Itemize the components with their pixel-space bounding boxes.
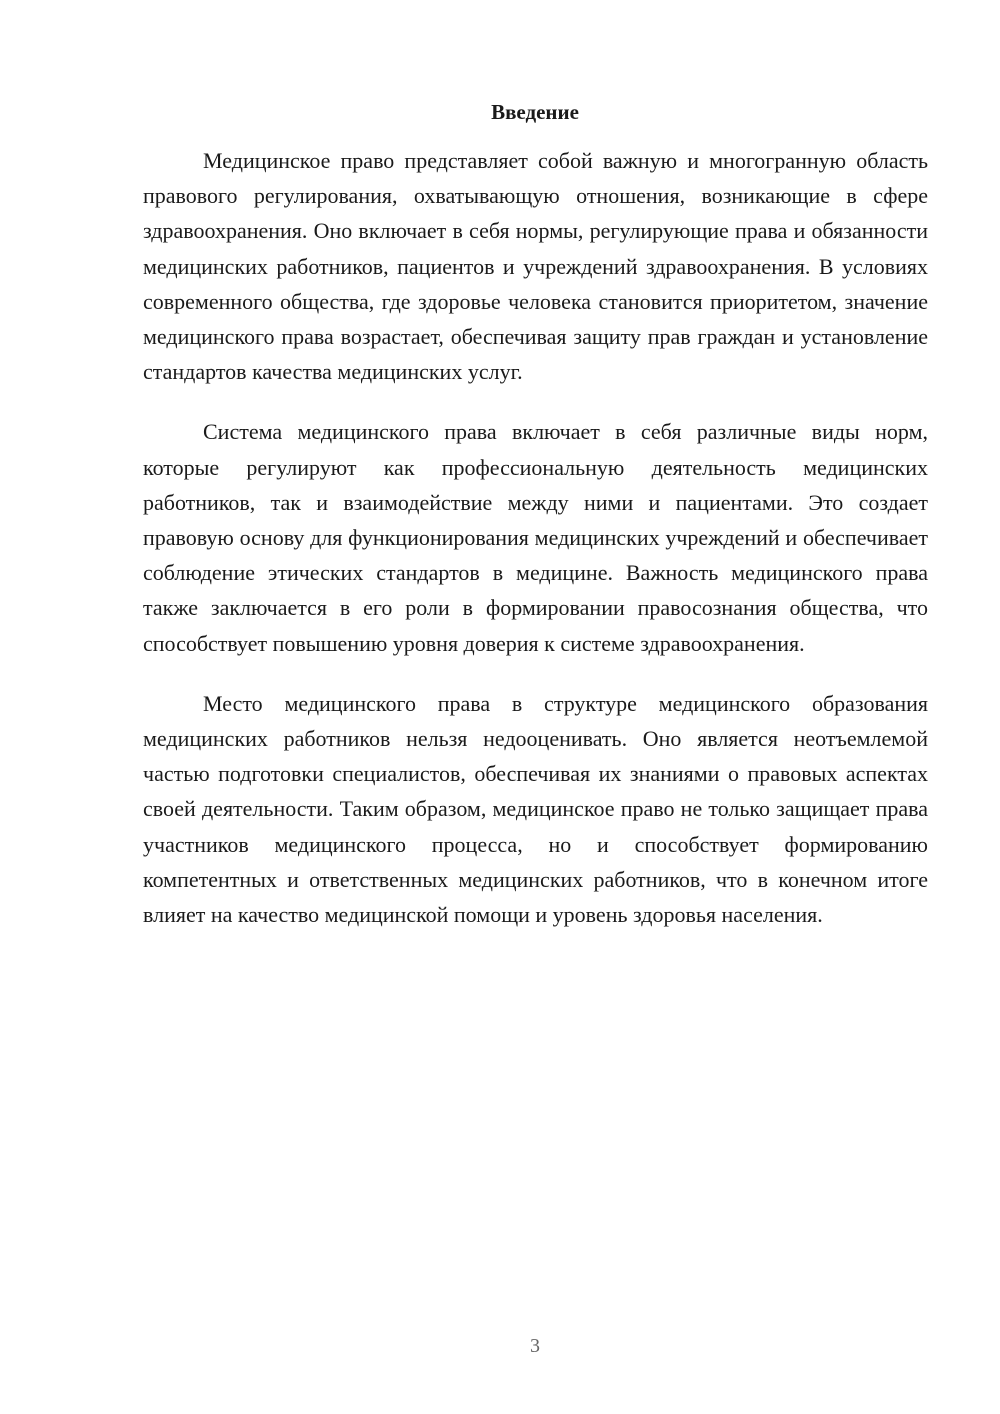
paragraph-3: Место медицинского права в структуре медицинского образования медицинских работников нельзя недооценивать. Оно является неотъемлемой частью подготовки специалистов, обеспечивая их знаниями о правовых аспектах своей деятельности. Таким образом, медицинское право не только защищает права участников медицинского процесса, но и способствует формированию компетентных и ответственных медицинских работников, что в конечном итоге влияет на качество медицинской помощи и уровень здоровья населения.: [143, 690, 928, 928]
page-number: 3: [530, 1335, 540, 1357]
paragraph-2: Система медицинского права включает в себя различные виды норм, которые регулируют как профессиональную деятельность медицинских работников, так и взаимодействие между ними и пациентами. Это создает правовую основу для функционирования медицинских учреждений и обеспечивает соблюдение этических стандартов в медицине. Важность медицинского права также заключается в его роли в формировании правосознания общества, что способствует повышению уровня доверия к системе здравоохранения.: [143, 419, 928, 656]
paragraph-1: Медицинское право представляет собой важную и многогранную область правового регулирования, охватывающую отношения, возникающие в сфере здравоохранения. Оно включает в себя нормы, регулирующие права и обязанности медицинских работников, пациентов и учреждений здравоохранения. В условиях современного общества, где здоровье человека становится приоритетом, значение медицинского права возрастает, обеспечивая защиту прав граждан и установление стандартов качества медицинских услуг.: [143, 148, 928, 385]
section-heading: Введение: [491, 100, 579, 124]
body-text: [143, 143, 928, 957]
